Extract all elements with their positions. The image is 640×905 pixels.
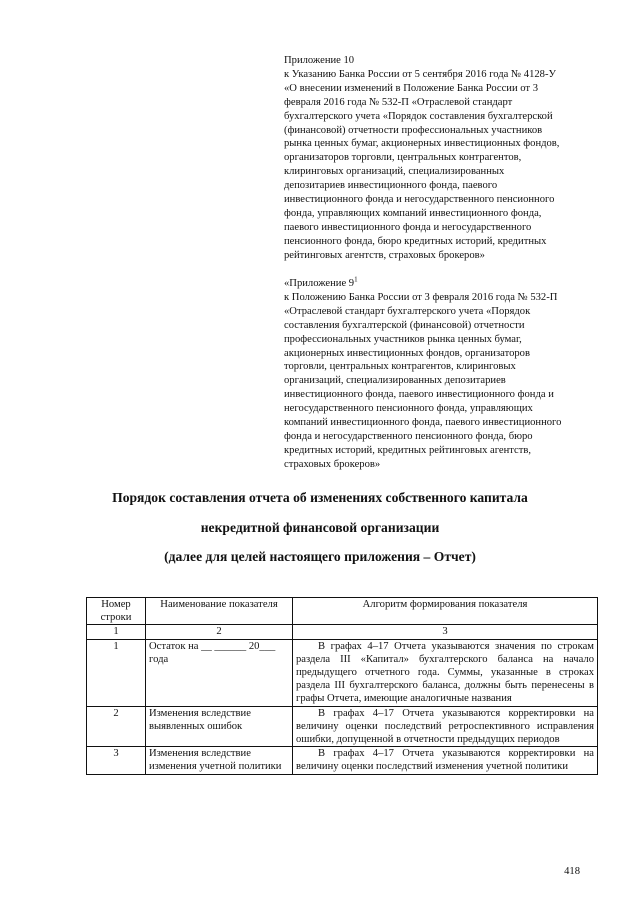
table-numbering-row	[87, 625, 598, 639]
algorithm-table	[86, 597, 598, 775]
appendix-line: клиринговых организаций, специализированных	[284, 166, 505, 178]
appendix-line: кредитных историй, кредитных рейтинговых агентств,	[284, 444, 532, 456]
appendix-line: рынка ценных бумаг, акционерных инвестиционных фондов,	[284, 138, 560, 150]
appendix-line: торговли, центральных контрагентов, клиринговых	[284, 361, 516, 373]
appendix-line: негосударственного пенсионного фонда, управляющих	[284, 403, 533, 415]
document-title-line-3: (далее для целей настоящего приложения – Отчет)	[164, 549, 476, 564]
row-algorithm-text: В графах 4–17 Отчета указываются корректировки на величину оценки последствий ретроспективного исправления ошибки, допущенной в отчетности предыдущих периодов	[296, 707, 594, 746]
appendix-line: фонда и негосударственного пенсионного фонда, бюро	[284, 430, 533, 442]
table-row	[87, 706, 598, 747]
appendix-line: рейтинговых агентств, страховых брокеров»	[284, 249, 485, 261]
header-row-number: Номер строки	[87, 598, 146, 625]
appendix-line: депозитариев инвестиционного фонда, паевого	[284, 180, 498, 192]
table-row	[87, 747, 598, 774]
appendix-line: Приложение 10	[284, 55, 355, 66]
page-number: 418	[564, 866, 580, 877]
numbering-cell: 2	[146, 625, 293, 639]
appendix-line: паевого инвестиционного фонда и негосударственного	[284, 221, 532, 233]
table-row	[87, 639, 598, 706]
row-algorithm	[293, 747, 598, 774]
row-number: 1	[87, 639, 146, 706]
appendix-line: бухгалтерского учета «Порядок составления бухгалтерской	[284, 110, 553, 122]
appendix-line: к Указанию Банка России от 5 сентября 2016 года № 4128-У	[284, 68, 556, 80]
row-algorithm-text: В графах 4–17 Отчета указываются корректировки на величину оценки последствий изменения учетной политики	[296, 748, 594, 773]
row-indicator-name: Изменения вследствие изменения учетной политики	[146, 747, 293, 774]
appendix-line: составления бухгалтерской (финансовой) отчетности	[284, 319, 525, 331]
appendix-line: к Положению Банка России от 3 февраля 2016 года № 532-П	[284, 291, 558, 303]
appendix-9-heading	[284, 277, 604, 291]
table-header-row	[87, 598, 598, 625]
appendix-line: «Отраслевой стандарт бухгалтерского учета «Порядок	[284, 305, 531, 317]
appendix-line: акционерных инвестиционных фондов, организаторов	[284, 347, 530, 359]
appendix-10-reference	[284, 54, 604, 263]
document-title-line-1: Порядок составления отчета об изменениях собственного капитала	[112, 490, 528, 505]
row-indicator-name: Изменения вследствие выявленных ошибок	[146, 706, 293, 747]
appendix-line: «О внесении изменений в Положение Банка России от 3	[284, 82, 539, 94]
appendix-line: компаний инвестиционного фонда, паевого инвестиционного	[284, 417, 562, 429]
numbering-cell: 3	[293, 625, 598, 639]
appendix-line: февраля 2016 года № 532-П «Отраслевой стандарт	[284, 96, 513, 108]
row-algorithm-text: В графах 4–17 Отчета указываются значения по строкам раздела III «Капитал» бухгалтерского баланса на начало предыдущего отчетного года. Суммы, указанные в строках раздела III бухгалтерского баланса, должны быть перенесены в графы Отчета, имеющие аналогичные названия	[296, 640, 594, 705]
appendix-9-heading-text: «Приложение 9	[284, 278, 355, 289]
appendix-line: организаторов торговли, центральных контрагентов,	[284, 152, 522, 164]
row-algorithm	[293, 639, 598, 706]
row-algorithm	[293, 706, 598, 747]
row-number: 2	[87, 706, 146, 747]
appendix-9-superscript: 1	[354, 275, 358, 284]
header-algorithm: Алгоритм формирования показателя	[293, 598, 598, 625]
appendix-line: организаций, специализированных депозитариев	[284, 375, 506, 387]
appendix-line: (финансовой) отчетности профессиональных участников	[284, 124, 543, 136]
appendix-line: страховых брокеров»	[284, 458, 381, 470]
numbering-cell: 1	[87, 625, 146, 639]
row-number: 3	[87, 747, 146, 774]
header-indicator-name: Наименование показателя	[146, 598, 293, 625]
appendix-9-reference	[284, 277, 604, 472]
appendix-line: пенсионного фонда, бюро кредитных историй, кредитных	[284, 235, 547, 247]
row-indicator-name: Остаток на __ ______ 20___ года	[146, 639, 293, 706]
appendix-line: фонда, управляющих компаний инвестиционного фонда,	[284, 207, 542, 219]
appendix-line: инвестиционного фонда и негосударственного пенсионного	[284, 194, 555, 206]
appendix-line: профессиональных участников рынка ценных бумаг,	[284, 333, 522, 345]
appendix-line: инвестиционного фонда, паевого инвестиционного фонда и	[284, 389, 554, 401]
document-title-line-2: некредитной финансовой организации	[200, 520, 440, 535]
